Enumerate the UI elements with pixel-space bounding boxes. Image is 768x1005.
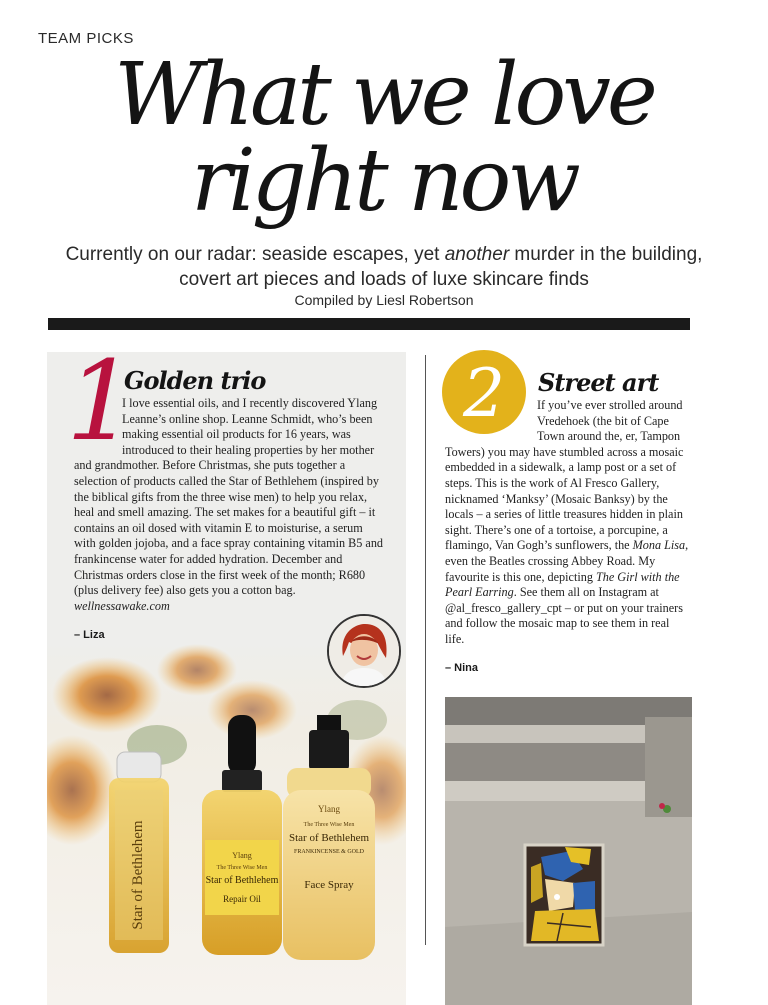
dropper-maker: The Three Wise Men xyxy=(216,865,268,871)
item-2-text-2: , even the Beatles crossing Abbey Road. My favourite is this one, depicting xyxy=(445,538,689,584)
roller-bottle-label: Star of Bethlehem xyxy=(130,820,146,930)
dropper-name: Star of Bethlehem xyxy=(205,875,279,886)
mosaic-photo-illustration xyxy=(445,697,692,1005)
item-1-body xyxy=(74,396,386,614)
dropper-brand: Ylang xyxy=(232,851,252,860)
item-1-url: wellnessawake.com xyxy=(74,598,170,613)
headline xyxy=(0,45,768,231)
headline-line-2: right now xyxy=(191,131,577,231)
item-2-mona-lisa: Mona Lisa xyxy=(632,538,686,553)
product-photo-illustration xyxy=(47,640,406,1005)
mosaic-photo xyxy=(445,697,692,1005)
column-divider xyxy=(425,355,426,945)
item-2-title: Street art xyxy=(538,368,659,397)
spray-brand: Ylang xyxy=(318,804,340,814)
roller-bottle xyxy=(109,752,169,953)
section-label: TEAM PICKS xyxy=(38,30,134,47)
item-2-number: 2 xyxy=(463,355,505,432)
item-2-body xyxy=(445,398,690,648)
standfirst-emphasis: another xyxy=(444,244,510,265)
author-avatar xyxy=(327,614,401,688)
spray-type: Face Spray xyxy=(304,879,354,891)
mosaic-tile-art xyxy=(525,845,603,945)
item-1-signature: – Liza xyxy=(74,629,105,641)
dropper-type: Repair Oil xyxy=(223,894,261,904)
item-2-text-1: If you’ve ever strolled around Vredehoek (the bit of Cape Town around the, er, Tampon Towers) you may have stumbled across a mosaic embedded in a sidewalk, a lamp post or a set of steps. This is the work of Al Fresco Gallery, nicknamed ‘Manksy’ (Mosaic Banksy) by the locals – a series of little treasures hidden in plain sight. There’s one of a tortoise, a porcupine, a flamingo, Van Gogh’s sunflowers, the xyxy=(445,398,684,553)
avatar-portrait xyxy=(329,616,399,686)
headline-line-1: What we love xyxy=(114,45,654,145)
spray-name: Star of Bethlehem xyxy=(288,832,370,844)
product-photo xyxy=(47,640,406,1005)
spray-maker: The Three Wise Men xyxy=(303,822,355,828)
header-rule xyxy=(48,318,690,330)
item-2-text-3: . See them all on Instagram at @al_fresco_gallery_cpt – or put on your trainers and follow the mosaic map to see them in real life. xyxy=(445,585,683,646)
item-1-number: 1 xyxy=(66,337,136,465)
item-2-signature: – Nina xyxy=(445,662,479,674)
byline: Compiled by Liesl Robertson xyxy=(294,292,474,308)
item-2-girl-pearl: The Girl with the Pearl Earring xyxy=(445,569,680,600)
standfirst-part-1: Currently on our radar: seaside escapes, yet xyxy=(65,244,445,265)
standfirst-part-2: murder in the building, covert art pieces and loads of luxe skincare finds xyxy=(179,244,703,290)
standfirst xyxy=(60,242,708,292)
item-1-title: Golden trio xyxy=(124,366,266,395)
item-1-text: I love essential oils, and I recently discovered Ylang Leanne’s online shop. Leanne Schmidt, who’s been making essential oil products for 16 years, was introduced to their healing properties by her mother and grandmother. Before Christmas, she puts together a selection of products called the Star of Bethlehem (inspired by the biblical gifts from the three wise men) to help you relax, heal and smell amazing. The set makes for a beautiful gift – it contains an oil dosed with vitamin E to moisturise, a serum with golden jojoba, and a face spray containing vitamin B5 and frankincense water for added hydration. December and Christmas orders close in the first week of the month; R680 (plus delivery fee) also gets you a cotton bag. xyxy=(74,396,384,598)
spray-sub: FRANKINCENSE & GOLD xyxy=(293,849,365,855)
